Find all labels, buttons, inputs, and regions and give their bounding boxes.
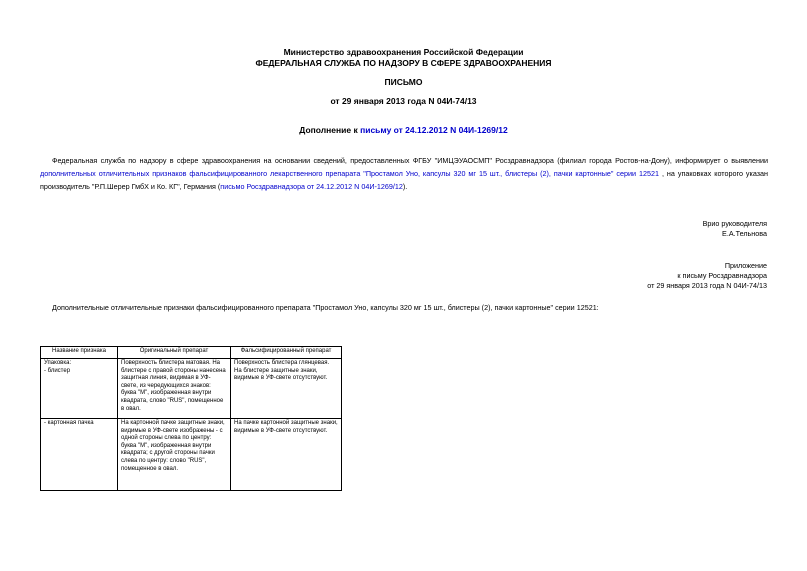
service-heading: ФЕДЕРАЛЬНАЯ СЛУЖБА ПО НАДЗОРУ В СФЕРЕ ЗДРАВООХРАНЕНИЯ (255, 58, 552, 68)
feature-group-label: Упаковка: (44, 360, 72, 366)
feature-name-cell (41, 359, 118, 419)
signature-position: Врио руководителя (702, 219, 767, 228)
addendum-prefix: Дополнение к (299, 125, 361, 135)
table-header-row (41, 347, 342, 359)
doc-date-number: от 29 января 2013 года N 04И-74/13 (330, 96, 477, 106)
table-row (41, 419, 342, 491)
doc-type: ПИСЬМО (384, 77, 423, 87)
signature-name: Е.А.Тельнова (722, 229, 767, 238)
col-header-feature: Название признака (41, 347, 118, 359)
appendix-intro: Дополнительные отличительные признаки фальсифицированного препарата "Простамол Уно, капсулы 320 мг 15 шт., блистеры (2), пачки картонные" серии 12521: (52, 303, 599, 312)
counterfeit-cell: На пачке картонной защитные знаки, видимые в УФ-свете отсутствуют. (231, 419, 342, 491)
paragraph-text-2: , на упаковках которого указан производитель "Р.П.Шерер ГмбХ и Ко. КГ", Германия ( (40, 169, 769, 191)
previous-letter-link[interactable]: письмо Росздравнадзора от 24.12.2012 N 04И-1269/12 (220, 182, 403, 191)
table-row (41, 359, 342, 419)
paragraph-text: Федеральная служба по надзору в сфере здравоохранения на основании сведений, предоставленных ФГБУ "ИМЦЭУАОСМП" Росздравнадзора (филиал города Ростов-на-Дону), информирует о выявлении (52, 156, 768, 165)
features-table (40, 346, 342, 491)
original-cell: На картонной пачке защитные знаки, видимые в УФ-свете изображены - с одной стороны слева по центру: буква "М", изображенная внутри квадрата; с другой стороны пачки слева по центру: слово "RUS", помещенное в овал. (118, 419, 231, 491)
main-paragraph (40, 154, 768, 193)
addendum-line (0, 125, 807, 135)
signature-block (703, 219, 767, 239)
feature-name-cell (41, 419, 118, 491)
col-header-counterfeit: Фальсифицированный препарат (231, 347, 342, 359)
appendix-line3: от 29 января 2013 года N 04И-74/13 (647, 281, 767, 290)
counterfeit-cell: Поверхность блистера глянцевая. На блистере защитные знаки, видимые в УФ-свете отсутствуют. (231, 359, 342, 419)
feature-name: - картонная пачка (44, 420, 94, 426)
appendix-header (647, 261, 767, 291)
appendix-title: Приложение (724, 261, 767, 270)
paragraph-end: ). (402, 182, 408, 191)
appendix-line2: к письму Росздравнадзора (677, 271, 767, 280)
original-cell: Поверхность блистера матовая. На блистере с правой стороны нанесена защитная линия, видимая в УФ-свете, из чередующихся знаков: буква "М", изображенная внутри квадрата, слово "RUS", помещенное в овал. (118, 359, 231, 419)
feature-name: - блистер (44, 367, 71, 374)
addendum-link[interactable]: письму от 24.12.2012 N 04И-1269/12 (360, 125, 508, 135)
ministry-heading: Министерство здравоохранения Российской Федерации (283, 47, 524, 57)
col-header-original: Оригинальный препарат (118, 347, 231, 359)
features-link[interactable]: дополнительных отличительных признаков фальсифицированного лекарственного препарата "Простамол Уно, капсулы 320 мг 15 шт., блистеры (2), пачки картонные" серии 12521 (40, 169, 659, 178)
